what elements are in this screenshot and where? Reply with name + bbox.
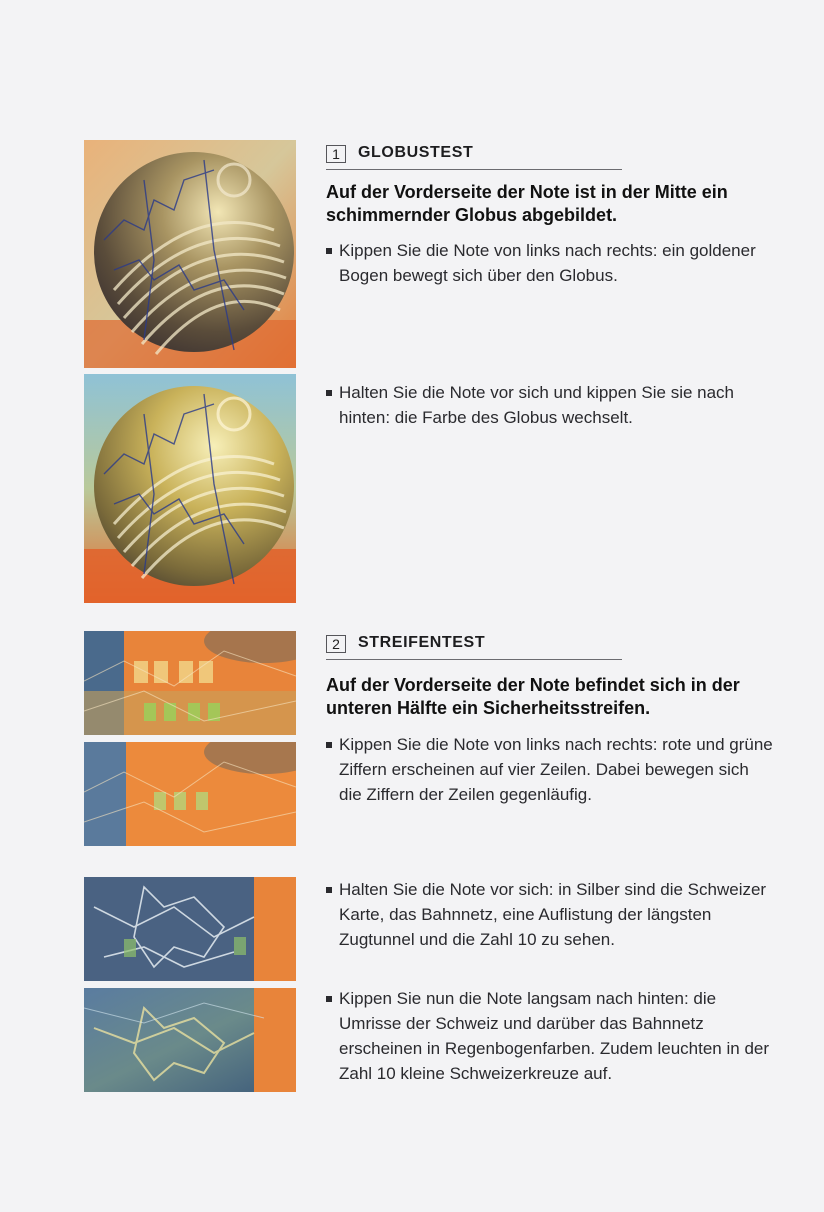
bullet-text: Halten Sie die Note vor sich und kippen Sie sie nach hinten: die Farbe des Globus wechselt. xyxy=(339,383,735,427)
section-2-bullet-3 xyxy=(326,986,776,1086)
section-1-title: GLOBUSTEST xyxy=(358,144,474,161)
strip-image-left-tilt xyxy=(84,631,296,735)
section-2-title: STREIFENTEST xyxy=(358,634,486,651)
section-2-lead: Auf der Vorderseite der Note befindet sich in der unteren Hälfte ein Sicherheitsstreifen. xyxy=(326,675,740,718)
bullet-text: Kippen Sie die Note von links nach rechts: ein goldener Bogen bewegt sich über den Globus. xyxy=(339,241,756,285)
section-2-heading xyxy=(326,635,622,660)
section-2-bullet-2 xyxy=(326,877,776,952)
section-1-lead: Auf der Vorderseite der Note ist in der Mitte ein schimmernder Globus abgebildet. xyxy=(326,182,728,225)
bullet-text: Kippen Sie nun die Note langsam nach hinten: die Umrisse der Schweiz und darüber das Bahnnetz erscheinen in Regenbogenfarben. Zudem leuchten in der Zahl 10 kleine Schweizerkreuze auf. xyxy=(339,989,770,1083)
bullet-square-icon xyxy=(326,248,332,254)
strip-image-rainbow xyxy=(84,988,296,1092)
strip-image-right-tilt xyxy=(84,742,296,846)
bullet-text: Kippen Sie die Note von links nach rechts: rote und grüne Ziffern erscheinen auf vier Zeilen. Dabei bewegen sich die Ziffern der Zeilen gegenläufig. xyxy=(339,735,773,804)
section-1-bullet-2 xyxy=(326,380,776,430)
globe-image-tilted xyxy=(84,140,296,368)
section-2-bullet-1 xyxy=(326,732,776,807)
section-1-heading xyxy=(326,145,622,170)
globe-image-color-change xyxy=(84,374,296,603)
section-2-number: 2 xyxy=(326,635,346,653)
section-1-bullet-1 xyxy=(326,238,776,288)
bullet-square-icon xyxy=(326,887,332,893)
bullet-square-icon xyxy=(326,390,332,396)
bullet-text: Halten Sie die Note vor sich: in Silber sind die Schweizer Karte, das Bahnnetz, eine Auflistung der längsten Zugtunnel und die Zahl 10 zu sehen. xyxy=(339,880,767,949)
bullet-square-icon xyxy=(326,996,332,1002)
section-1-number: 1 xyxy=(326,145,346,163)
bullet-square-icon xyxy=(326,742,332,748)
strip-image-silver xyxy=(84,877,296,981)
